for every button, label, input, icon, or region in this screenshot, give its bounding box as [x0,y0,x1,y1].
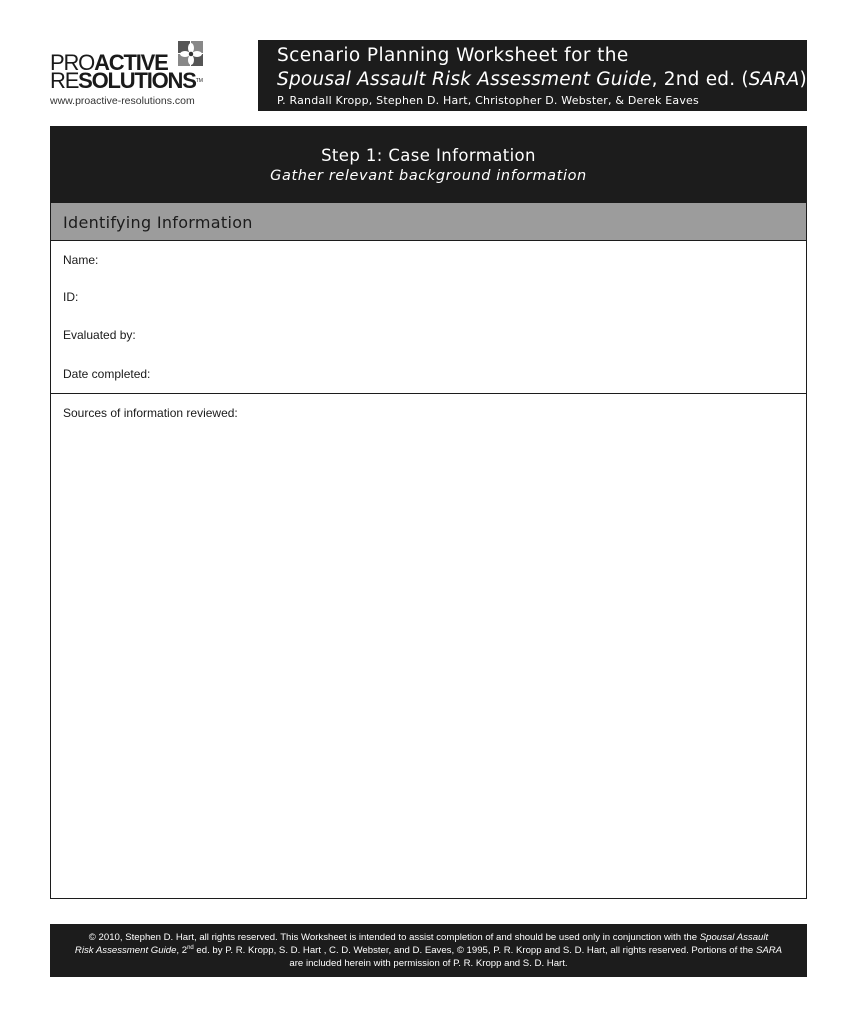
authors: P. Randall Kropp, Stephen D. Hart, Christopher D. Webster, & Derek Eaves [277,94,699,107]
footer-edition: , 2 [176,945,188,956]
sources-reviewed-field[interactable]: Sources of information reviewed: [63,406,238,420]
step-title: Step 1: Case Information [321,146,536,165]
name-field[interactable]: Name: [63,253,99,267]
worksheet-title-block [258,40,807,111]
date-completed-field[interactable]: Date completed: [63,367,151,381]
evaluated-by-field[interactable]: Evaluated by: [63,328,136,342]
step-header [51,127,806,203]
step-subtitle: Gather relevant background information [270,168,587,184]
footer-guide-italic-b: Risk Assessment Guide [74,945,177,956]
footer-guide-italic-a: Spousal Assault [699,932,769,943]
worksheet-title: Scenario Planning Worksheet for the [277,45,629,66]
logo-wordmark-line2: RESOLUTIONSTM [50,68,203,93]
case-information-form [50,126,807,899]
footer-text: © 2010, Stephen D. Hart, all rights reserved. This Worksheet is intended to assist completion of and should be used only in conjunction with the [88,932,700,943]
proactive-resolutions-logo [50,40,250,112]
footer-text-3: are included herein with permission of P. R. Kropp and S. D. Hart. [289,958,568,969]
website-url: www.proactive-resolutions.com [50,95,195,107]
flower-logo-icon [178,41,204,67]
footer-sara-italic: SARA [755,945,783,956]
footer-text-2: ed. by P. R. Kropp, S. D. Hart , C. D. Webster, and D. Eaves, © 1995, P. R. Kropp and S. D. Hart, all rights reserved. Portions of the [193,945,756,956]
section-header [51,203,806,241]
copyright-footer [50,924,807,977]
footer-sup: nd [187,944,194,951]
id-field[interactable]: ID: [63,290,79,304]
section-title: Identifying Information [63,213,253,232]
guide-title: Spousal Assault Risk Assessment Guide, 2nd ed. (SARA) [277,69,807,90]
section-divider [51,393,806,394]
logo-wordmark-line1: PROACTIVE [50,50,168,75]
